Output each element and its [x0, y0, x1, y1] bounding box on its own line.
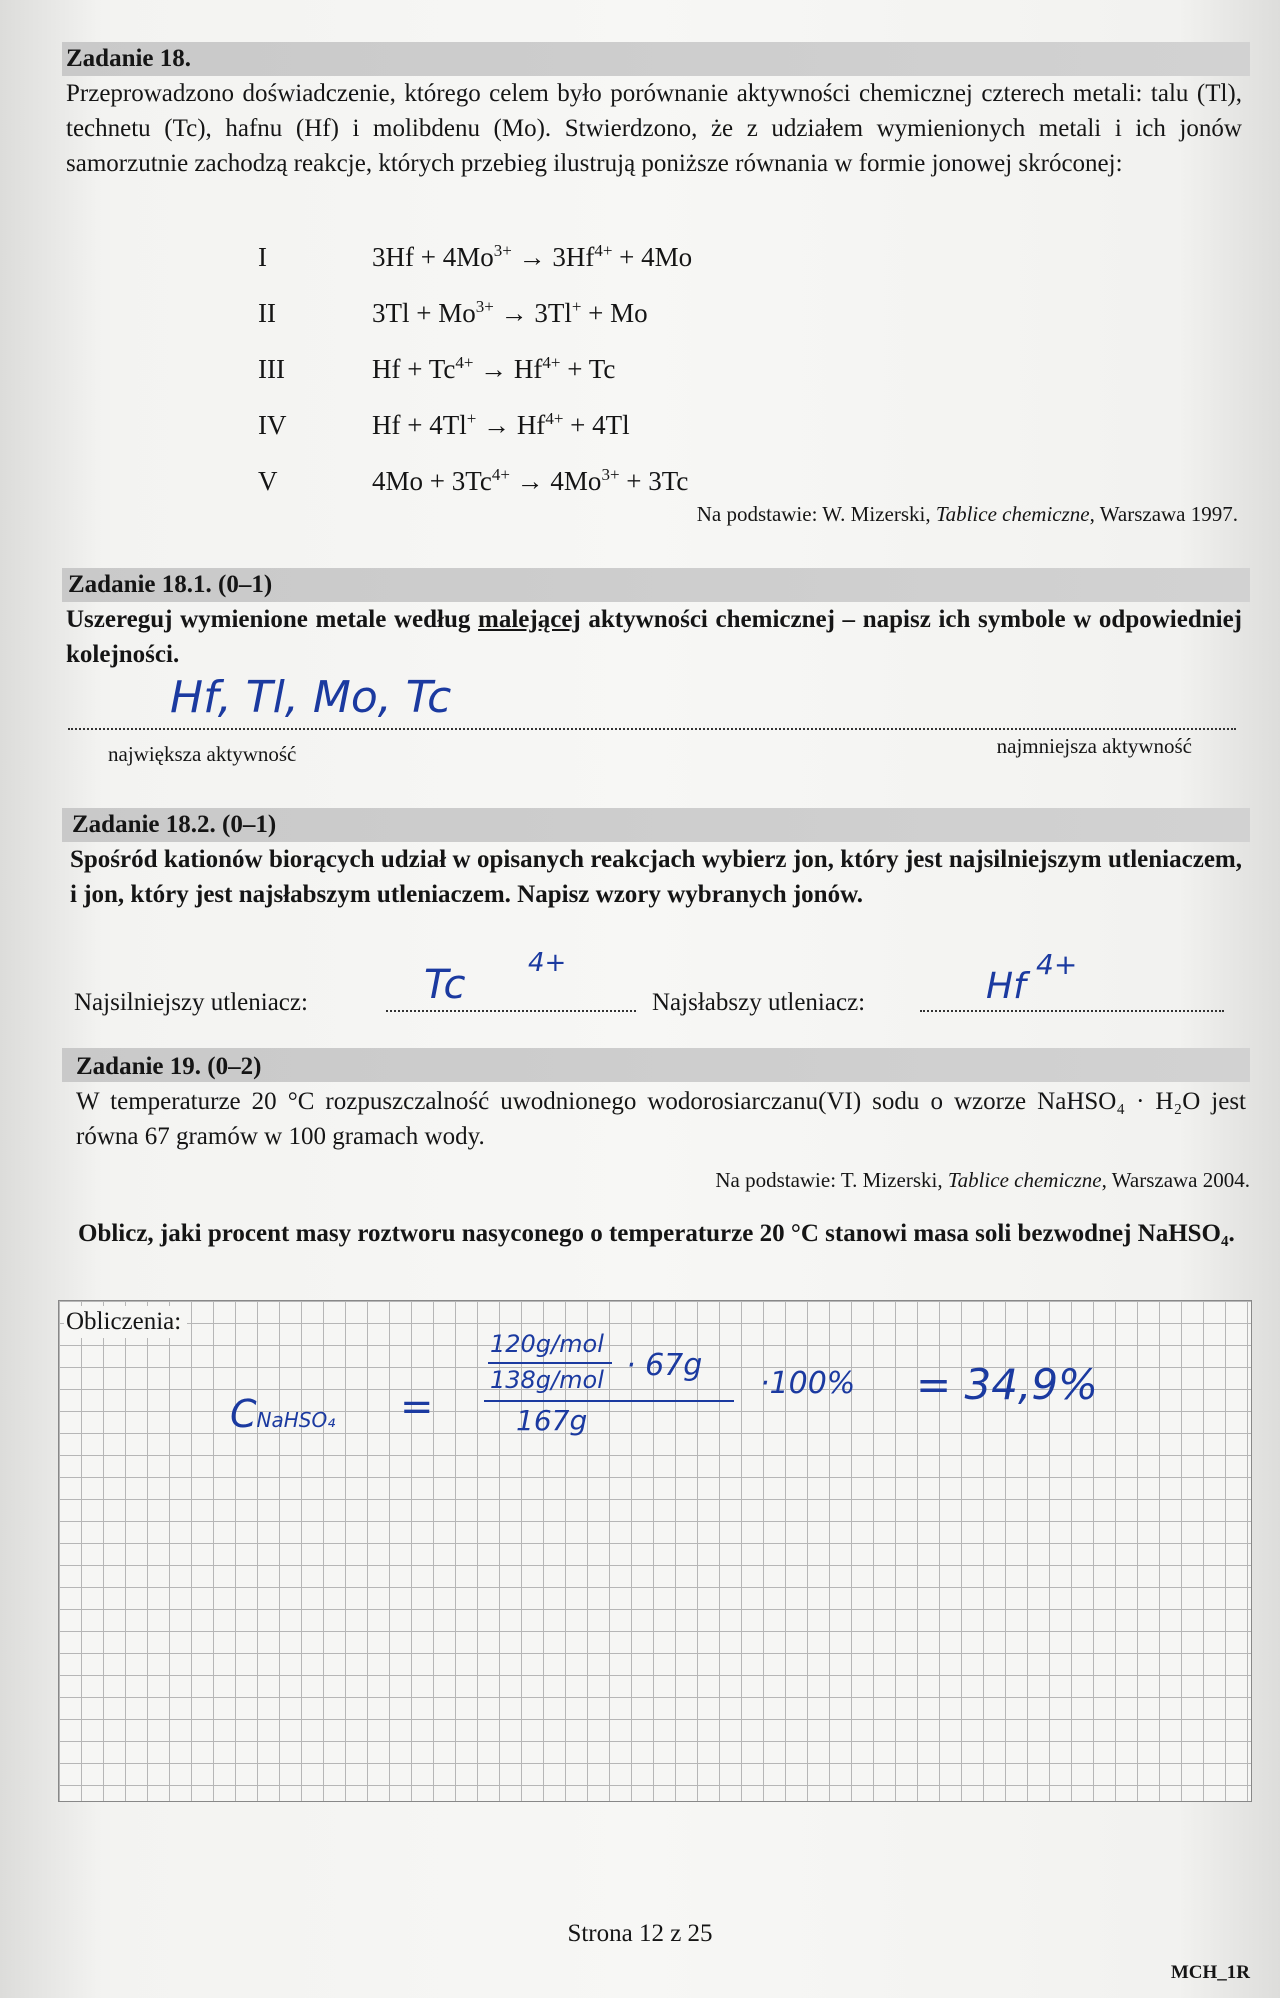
- task-19-source: Na podstawie: T. Mizerski, Tablice chemiczne, Warszawa 2004.: [715, 1168, 1250, 1192]
- task-18-source: Na podstawie: W. Mizerski, Tablice chemiczne, Warszawa 1997.: [696, 502, 1238, 526]
- task-18-1-instruction: Uszereguj wymienione metale według malejącej aktywności chemicznej – napisz ich symbole w odpowiedniej kolejności.: [66, 606, 1242, 668]
- calc-percent-factor: ·100%: [760, 1366, 856, 1401]
- equation-row: [0, 466, 1280, 506]
- calc-lhs: CNaHSO₄: [230, 1392, 336, 1436]
- task-19-question: Oblicz, jaki procent masy roztworu nasyconego o temperaturze 20 °C stanowi masa soli bezwodnej NaHSO₄.: [78, 1220, 1235, 1247]
- calc-mass-factor: · 67g: [626, 1348, 703, 1383]
- strongest-oxidizer-label: Najsilniejszy utleniacz:: [74, 989, 308, 1016]
- page-number: Strona 12 z 25: [567, 1920, 713, 1947]
- equation-number: II: [258, 298, 276, 328]
- task-19-intro: W temperaturze 20 °C rozpuszczalność uwodnionego wodorosiarczanu(VI) sodu o wzorze NaHSO₄ · H₂O jest równa 67 gramów w 100 gramach wody.: [76, 1088, 1246, 1150]
- equation-row: [0, 410, 1280, 450]
- equation-number: I: [258, 242, 267, 272]
- task-18-title: Zadanie 18.: [66, 45, 192, 72]
- label-lowest-activity: najmniejsza aktywność: [996, 734, 1192, 758]
- calc-molar-mass-top: 120g/mol: [490, 1330, 604, 1358]
- weakest-oxidizer-label: Najsłabszy utleniacz:: [652, 989, 866, 1016]
- calc-inner-fraction-line: [488, 1362, 612, 1364]
- calc-denominator: 167g: [516, 1404, 588, 1437]
- equation-formula: $Hf + 4Tl^+ \to Hf^{4+} + 4Tl$: [372, 409, 630, 440]
- calc-equals: =: [400, 1384, 434, 1430]
- task-18-intro: Przeprowadzono doświadczenie, którego celem było porównanie aktywności chemicznej czterech metali: talu (Tl), technetu (Tc), hafnu (Hf) i molibdenu (Mo). Stwierdzono, że z udziałem wymienionych metali i ich jonów samorzutnie zachodzą reakcje, których przebieg ilustrują poniższe równania w formie jonowej skróconej:: [66, 80, 1242, 177]
- equation-row: [0, 298, 1280, 338]
- label-highest-activity: największa aktywność: [108, 742, 297, 766]
- weakest-oxidizer-answer[interactable]: Hf: [986, 966, 1026, 1007]
- strongest-oxidizer-charge: 4+: [528, 948, 567, 978]
- task-18-1-title: Zadanie 18.1. (0–1): [68, 571, 273, 598]
- equation-number: IV: [258, 410, 287, 440]
- task-19-title: Zadanie 19. (0–2): [76, 1053, 262, 1080]
- equation-formula: $3Hf + 4Mo^{3+} \to 3Hf^{4+} + 4Mo$: [372, 241, 693, 272]
- calc-main-fraction-line: [484, 1400, 734, 1402]
- task-18-1-answer[interactable]: Hf, Tl, Mo, Tc: [170, 672, 452, 723]
- equation-number: V: [258, 466, 278, 496]
- weakest-oxidizer-charge: 4+: [1036, 948, 1078, 981]
- equation-row: [0, 242, 1280, 282]
- equation-row: [0, 354, 1280, 394]
- task-18-2-instruction: Spośród kationów biorących udział w opisanych reakcjach wybierz jon, który jest najsilniejszym utleniaczem, i jon, który jest najsłabszym utleniaczem. Napisz wzory wybranych jonów.: [70, 846, 1242, 908]
- weakest-answer-line: [920, 1010, 1224, 1012]
- answer-line: [68, 728, 1236, 730]
- exam-code: MCH_1R: [1170, 1962, 1250, 1983]
- equation-formula: $4Mo + 3Tc^{4+} \to 4Mo^{3+} + 3Tc$: [372, 465, 689, 496]
- calc-result: = 34,9%: [916, 1360, 1098, 1409]
- strongest-oxidizer-answer[interactable]: Tc: [424, 962, 466, 1008]
- calculation-label: Obliczenia:: [64, 1306, 187, 1338]
- task-18-2-title: Zadanie 18.2. (0–1): [72, 811, 277, 838]
- calc-molar-mass-bottom: 138g/mol: [490, 1366, 604, 1394]
- equation-formula: $3Tl + Mo^{3+} \to 3Tl^+ + Mo$: [372, 297, 648, 328]
- equation-number: III: [258, 354, 285, 384]
- equation-formula: $Hf + Tc^{4+} \to Hf^{4+} + Tc$: [372, 353, 616, 384]
- task-header-bar: [62, 42, 1250, 76]
- strongest-answer-line: [386, 1010, 636, 1012]
